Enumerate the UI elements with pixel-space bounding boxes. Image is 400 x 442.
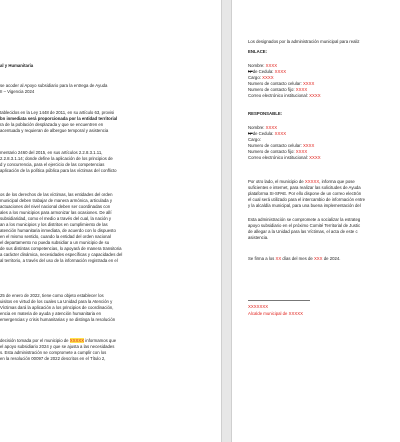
field-label: Cargo: xyxy=(248,137,261,142)
field-value-placeholder: XXXX xyxy=(265,125,278,130)
paragraph-line: encia en materia de ayuda y atención humanitaria en xyxy=(0,311,102,316)
municipality-placeholder: XXXXX xyxy=(304,179,320,184)
paragraph-line: d y concurrencia, para el ejercicio de las competencias xyxy=(0,162,105,167)
field-label: Correo electrónico institucional: xyxy=(248,155,310,160)
text: informamos que xyxy=(84,338,117,343)
responsable-field-row xyxy=(248,131,286,136)
field-label: de Cedula: xyxy=(252,69,275,74)
struck-prefix: Nº xyxy=(248,131,253,136)
municipality-placeholder: XXXXX xyxy=(69,338,85,343)
paragraph-line: atención humanitaria inmediata, de acuerdo con lo dispuesto xyxy=(0,228,116,233)
paragraph-line: ra de la población desplazada y que se encuentren en xyxy=(0,122,104,127)
text: decisión tomada por el municipio de xyxy=(0,338,70,343)
field-value-placeholder: XXXX xyxy=(265,63,278,68)
paragraph-line: 25 de enero de 2022, tiene como objeto establecer los xyxy=(0,293,104,298)
responsable-field-row xyxy=(248,125,277,130)
paragraph-line: municipal deben trabajar de manera armónica, articulada y xyxy=(0,198,113,203)
paragraph-line: tablecidos en la Ley 1448 de 2011, en su artículo 63, provisi xyxy=(0,110,115,115)
month-placeholder: XXX xyxy=(313,256,323,261)
paragraph-line: en la resolución 00097 de 2022 descritos en el Título 2, xyxy=(0,356,106,361)
text: , informa que pose xyxy=(319,179,355,184)
paragraph-line: de allegar a la Unidad para las Víctimas, el acta de este c xyxy=(248,229,358,234)
paragraph-line: de sus distintas competencias, lo apoyará de manera transitoria xyxy=(0,246,122,251)
paragraph-line: plataforma SI-SPAE. Por ello dispone de un correo electrón xyxy=(248,191,362,196)
paragraph-line: el departamento no pueda subsidiar a un municipio de su xyxy=(0,240,110,245)
field-value-placeholder: XXXX xyxy=(262,75,274,80)
signing-date-line xyxy=(248,256,340,261)
struck-prefix: Nº xyxy=(248,69,253,74)
page-separator xyxy=(221,0,232,442)
paragraph-line: a carácter dinámica, necesidades específicas y capacidades del xyxy=(0,252,123,257)
text: Se firma a los xyxy=(248,256,276,261)
enlace-field-row xyxy=(248,63,277,68)
enlace-field-row xyxy=(248,81,314,86)
enlace-heading: ENLACE: xyxy=(248,49,268,54)
field-value-placeholder: XXXX xyxy=(295,149,308,154)
intro-line: II – Vigencia 2024 xyxy=(0,89,35,94)
paragraph-line: uisitos en virtud de los cuales La Unidad para la Atención y xyxy=(0,299,113,304)
document-page-right xyxy=(232,0,400,442)
text: de 2024. xyxy=(322,256,341,261)
field-label: Nombre: xyxy=(248,125,266,130)
text: Por otro lado, el municipio de xyxy=(248,179,305,184)
paragraph-line: el apoyo subsidiario 2024 y que se ajusta a las necesidades xyxy=(0,344,115,349)
intro-line: se acoder al Apoyo subsidiario para la entrega de Ayuda xyxy=(0,83,108,88)
paragraph-line: acentuada y requieran de albergue temporal y asistencia xyxy=(0,128,109,133)
text: días del mes de xyxy=(281,256,314,261)
paragraph-line: s. Esta administración se compromete a cumplir con los xyxy=(0,350,107,355)
paragraph-line: mentario 2460 del 2015, en sus artículos 2.2.8.3.1.11, xyxy=(0,150,103,155)
paragraph-line: Los designados por la administración municipal para realiz xyxy=(248,39,360,44)
paragraph-line: aplicación de la política pública para las víctimas del conflicto xyxy=(0,168,117,173)
field-label: de Cedula: xyxy=(252,131,275,136)
responsable-heading: RESPONSABLE: xyxy=(248,111,283,116)
enlace-field-row xyxy=(248,93,321,98)
paragraph-line: 2.2.8.3.1.14; donde define la aplicación de los principios de xyxy=(0,156,113,161)
paragraph-line: emergencias y crisis humanitarias y se distinga la resolución xyxy=(0,317,116,322)
paragraph-line-with-placeholder xyxy=(248,179,355,184)
paragraph-line: Víctimas dará la aplicación a los principios de coordinación, xyxy=(0,305,114,310)
paragraph-line: ales a los municipios para armonizar las ocasiones. De allí xyxy=(0,210,112,215)
field-label: Nombre: xyxy=(248,63,266,68)
field-label: Numero de contacto celular: xyxy=(248,81,303,86)
paragraph-line: actuaciones del nivel nacional deben ser coordinadas con xyxy=(0,204,111,209)
signature-line xyxy=(248,300,310,301)
responsable-field-row xyxy=(248,143,314,148)
field-label: Correo electrónico institucional: xyxy=(248,93,310,98)
field-label: Cargo: xyxy=(248,75,263,80)
responsable-field-row xyxy=(248,149,307,154)
field-label: Numero de contacto celular: xyxy=(248,143,303,148)
paragraph-line: an a los municipios y los distritos en cumplimiento de las xyxy=(0,222,108,227)
field-value-placeholder: XXXX xyxy=(302,81,315,86)
paragraph-line: bn inmediata será proporcionada por la entidad territorial xyxy=(0,116,118,121)
field-value-placeholder: XXXX xyxy=(309,155,321,160)
field-value-placeholder: XXXX xyxy=(309,93,321,98)
field-value-placeholder: XXXX xyxy=(274,131,287,136)
section-title: al y Humanitaria xyxy=(0,63,34,68)
paragraph-line: al territorio, a través del uso de la información registrada en el xyxy=(0,258,118,263)
field-value-placeholder: XXXX xyxy=(295,87,308,92)
paragraph-line-with-placeholder xyxy=(0,338,116,343)
paragraph-line: apoyo subsidiario en el próximo Comité Territorial de Justic xyxy=(248,223,361,228)
paragraph-line: Esta administración se compromete a socializar la estrateg xyxy=(248,217,361,222)
paragraph-line: subsidiaridad, como el medio a través del cual, la nación y xyxy=(0,216,112,221)
paragraph-line: en el mismo sentido, cuando la entidad del orden nacional xyxy=(0,234,111,239)
responsable-field-row xyxy=(248,155,321,160)
field-label: Numero de contacto fijo: xyxy=(248,87,296,92)
enlace-field-row xyxy=(248,69,286,74)
responsable-field-row xyxy=(248,137,261,142)
paragraph-line: suficientes e internet, para realizar las solicitudes de Ayuda xyxy=(248,185,361,190)
paragraph-line: y la alcaldía municipal, para una buena implementación del xyxy=(248,203,361,208)
enlace-field-row xyxy=(248,87,307,92)
signer-title: Alcalde municipal de XXXXX xyxy=(248,311,303,316)
enlace-field-row xyxy=(248,75,274,80)
field-value-placeholder: XXXX xyxy=(274,69,287,74)
field-label: Numero de contacto fijo: xyxy=(248,149,296,154)
paragraph-line: os de los derechos de las víctimas, las entidades del orden xyxy=(0,192,113,197)
signer-name: XXXXXXX xyxy=(248,304,269,309)
day-placeholder: XX xyxy=(275,256,282,261)
paragraph-line: el cual será utilizado para el intercambio de información entre xyxy=(248,197,366,202)
field-value-placeholder: XXXX xyxy=(302,143,315,148)
paragraph-line: asistencia. xyxy=(248,235,269,240)
